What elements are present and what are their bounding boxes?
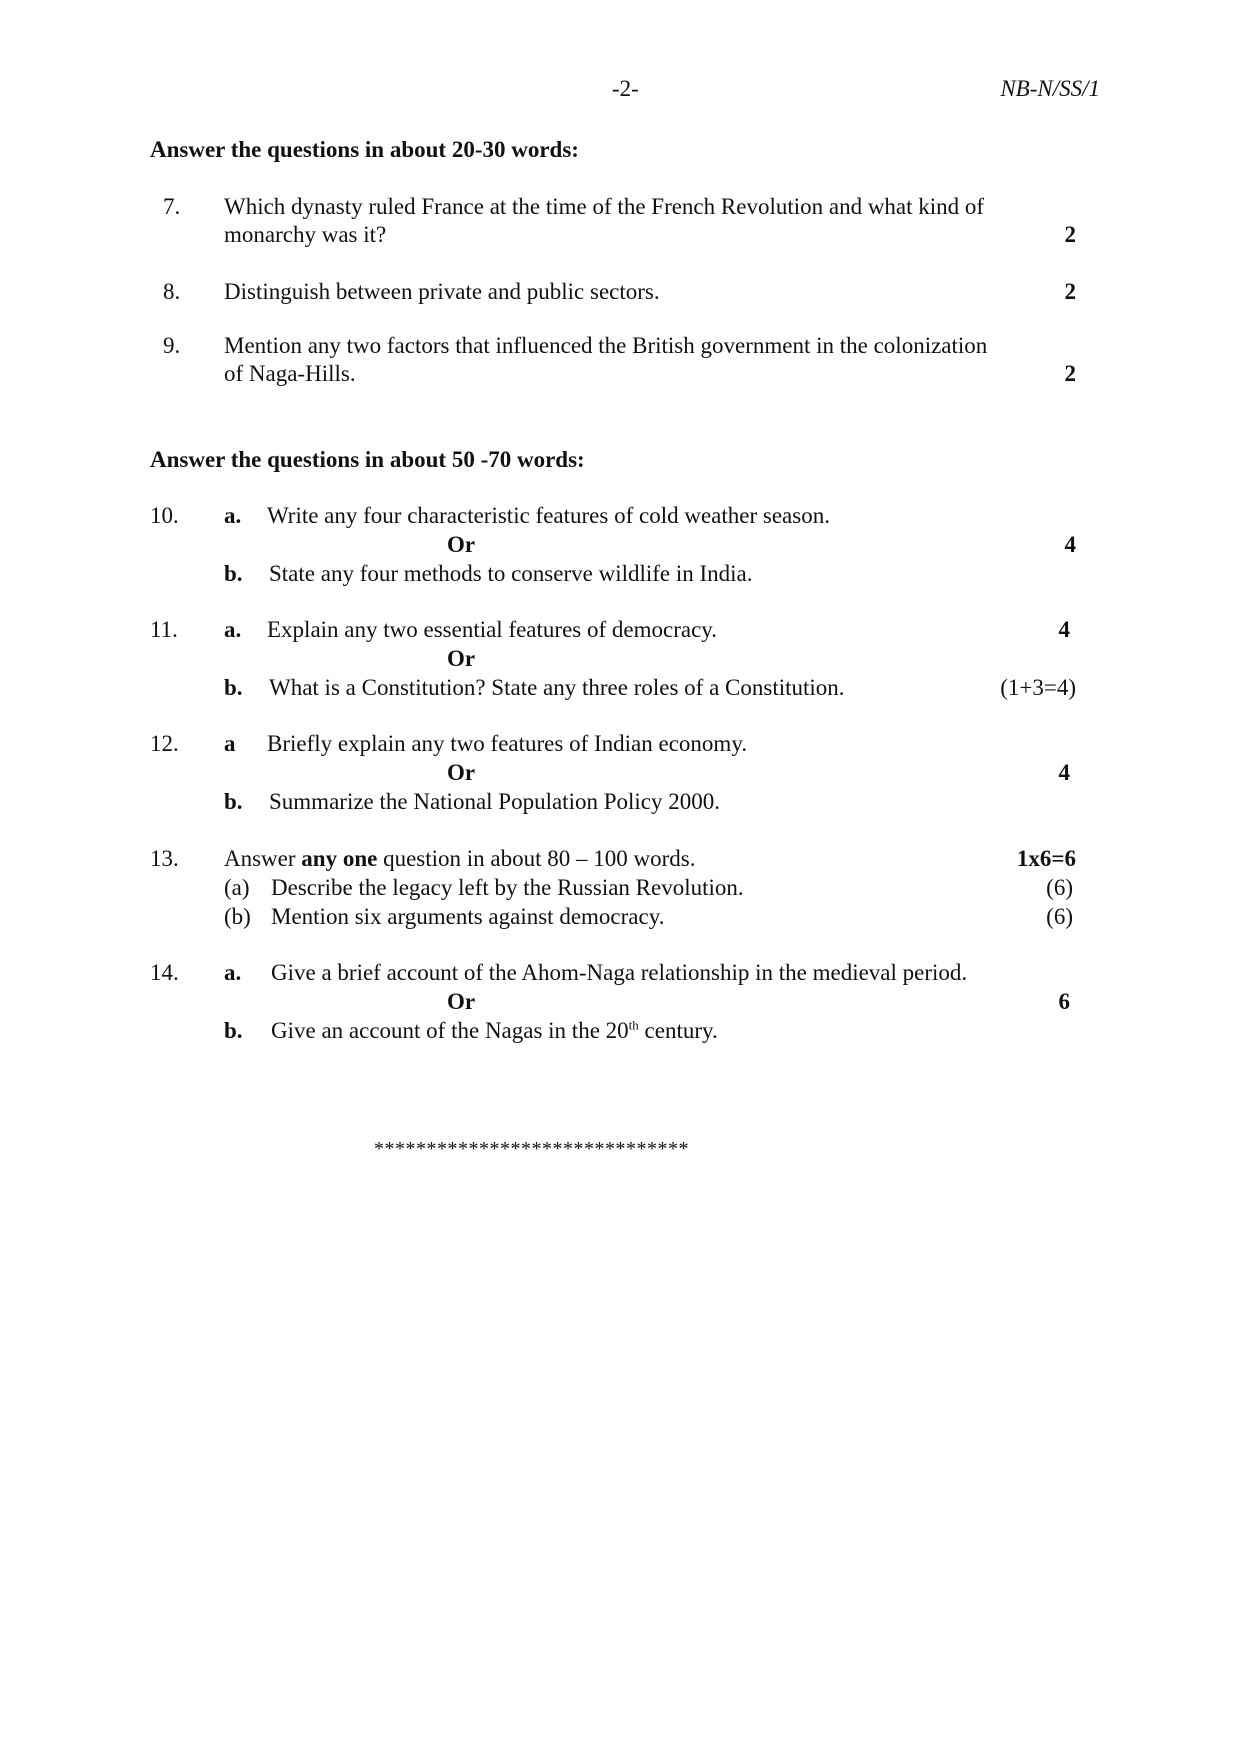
or-label: Or <box>447 646 476 671</box>
option-text: Give a brief account of the Ahom-Naga relationship in the medieval period. <box>271 960 968 985</box>
option-text: Write any four characteristic features of cold weather season. <box>267 503 830 528</box>
question-marks: 2 <box>1064 279 1076 304</box>
question-number: 14. <box>150 960 179 985</box>
question-number: 13. <box>150 846 179 871</box>
option-label: a <box>224 731 236 756</box>
or-label: Or <box>447 760 476 785</box>
option-text: State any four methods to conserve wildlife in India. <box>269 561 753 586</box>
question-number: 10. <box>150 503 179 528</box>
question-marks: 4 <box>1058 617 1070 642</box>
question-intro: Answer any one question in about 80 – 100 words. <box>224 846 696 871</box>
question-number: 11. <box>150 617 178 642</box>
question-number: 12. <box>150 731 179 756</box>
option-text: Summarize the National Population Policy 2000. <box>269 789 720 814</box>
option-text: Briefly explain any two features of Indian economy. <box>267 731 748 756</box>
option-text: What is a Constitution? State any three roles of a Constitution. <box>269 675 845 700</box>
option-label: a. <box>224 960 242 985</box>
option-label: b. <box>224 561 243 586</box>
option-text: Describe the legacy left by the Russian Revolution. <box>271 875 744 900</box>
option-text: Explain any two essential features of democracy. <box>267 617 718 642</box>
question-marks: 4 <box>1064 532 1076 557</box>
or-label: Or <box>447 532 476 557</box>
option-label: a. <box>224 617 242 642</box>
option-label: (b) <box>224 904 251 929</box>
paper-code: NB-N/SS/1 <box>1000 76 1100 101</box>
question-marks: 6 <box>1058 989 1070 1014</box>
or-label: Or <box>447 989 476 1014</box>
question-marks: 1x6=6 <box>1016 846 1076 871</box>
question-number: 8. <box>163 279 181 304</box>
option-label: b. <box>224 1018 243 1043</box>
option-marks: (1+3=4) <box>1000 675 1076 700</box>
question-marks: 4 <box>1058 760 1070 785</box>
question-text: Mention any two factors that influenced the British government in the colonization <box>224 333 988 358</box>
option-text: Give an account of the Nagas in the 20th century. <box>271 1017 718 1043</box>
end-marker: ****************************** <box>374 1138 689 1160</box>
question-number: 9. <box>163 333 181 358</box>
option-text: Mention six arguments against democracy. <box>271 904 665 929</box>
question-text: monarchy was it? <box>224 222 387 247</box>
option-label: b. <box>224 789 243 814</box>
question-text: of Naga-Hills. <box>224 361 356 386</box>
question-number: 7. <box>163 194 181 219</box>
option-label: (a) <box>224 875 250 900</box>
section-heading-50-70: Answer the questions in about 50 -70 words: <box>150 447 585 472</box>
option-marks: (6) <box>1046 875 1073 900</box>
option-marks: (6) <box>1046 904 1073 929</box>
page-number: -2- <box>612 76 639 101</box>
option-label: a. <box>224 503 242 528</box>
question-marks: 2 <box>1064 361 1076 386</box>
section-heading-20-30: Answer the questions in about 20-30 words: <box>150 137 579 162</box>
question-text: Distinguish between private and public sectors. <box>224 279 660 304</box>
question-marks: 2 <box>1064 222 1076 247</box>
question-text: Which dynasty ruled France at the time of the French Revolution and what kind of <box>224 194 985 219</box>
option-label: b. <box>224 675 243 700</box>
